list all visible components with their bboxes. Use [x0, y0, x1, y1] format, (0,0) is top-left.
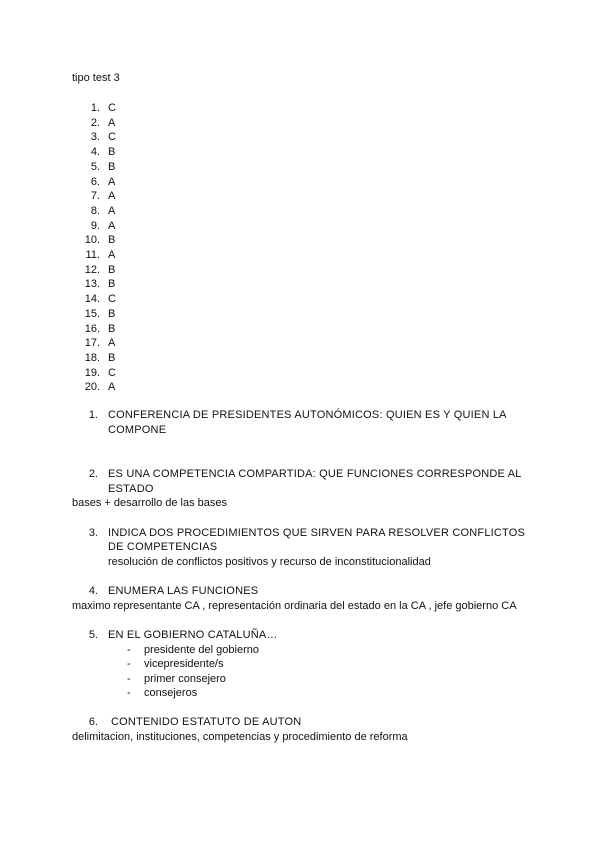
question-number: 5. — [88, 629, 98, 641]
list-item-text: primer consejero — [144, 673, 226, 685]
question-number: 1. — [88, 409, 98, 421]
answer-value: A — [108, 190, 116, 203]
question-text: CONFERENCIA DE PRESIDENTES AUTONÓMICOS: QUIEN ES Y QUIEN LA — [108, 409, 507, 421]
question-text: CONTENIDO ESTATUTO DE AUTON — [111, 716, 302, 728]
answer-number: 13. — [84, 278, 100, 291]
answer-number: 16. — [84, 322, 100, 335]
question-text-continued: ESTADO — [108, 483, 154, 495]
answer-value: A — [108, 175, 116, 188]
question-number: 2. — [88, 468, 98, 480]
question-text-continued: COMPONE — [108, 424, 167, 436]
answer-value: B — [108, 307, 116, 320]
answer-number: 4. — [90, 146, 100, 159]
question-text-continued: DE COMPETENCIAS — [108, 541, 218, 553]
question-number: 3. — [88, 527, 98, 539]
answer-value: C — [108, 131, 116, 144]
answer-number: 15. — [84, 307, 100, 320]
answer-value: C — [108, 293, 116, 306]
answer-number: 8. — [90, 204, 100, 217]
bullet-dash: - — [127, 658, 131, 670]
answer-number: 1. — [90, 102, 100, 114]
answer-value: A — [108, 249, 116, 261]
answer-value: B — [108, 146, 116, 159]
bullet-dash: - — [127, 673, 131, 685]
answer-value: A — [108, 204, 116, 217]
answer-value: A — [108, 381, 116, 394]
answer-value: C — [108, 102, 116, 114]
question-text: EN EL GOBIERNO CATALUÑA… — [108, 629, 278, 641]
answer-value: A — [108, 219, 116, 232]
answer-value: A — [108, 116, 116, 129]
answer-number: 9. — [90, 219, 100, 232]
question-text: INDICA DOS PROCEDIMIENTOS QUE SIRVEN PARA RESOLVER CONFLICTOS — [108, 527, 526, 539]
answer-number: 2. — [90, 116, 100, 129]
question-text: ENUMERA LAS FUNCIONES — [108, 585, 259, 597]
list-item-text: consejeros — [144, 687, 198, 699]
list-item-text: vicepresidente/s — [144, 658, 224, 670]
question-text: ES UNA COMPETENCIA COMPARTIDA: QUE FUNCIONES CORRESPONDE AL — [108, 468, 522, 480]
answer-number: 18. — [84, 351, 100, 364]
question-answer: bases + desarrollo de las bases — [72, 497, 228, 509]
question-answer: maximo representante CA , representación ordinaria del estado en la CA , jefe gobierno CA — [72, 600, 517, 612]
question-answer: delimitacion, instituciones, competencias y procedimiento de reforma — [72, 731, 408, 743]
answer-number: 12. — [84, 263, 100, 276]
answer-value: B — [108, 322, 116, 335]
answer-number: 17. — [84, 337, 100, 350]
answer-value: B — [108, 263, 116, 276]
answer-number: 14. — [84, 293, 100, 306]
question-number: 4. — [88, 585, 98, 597]
list-item-text: presidente del gobierno — [144, 644, 259, 656]
answer-value: B — [108, 234, 116, 247]
answer-number: 6. — [90, 175, 100, 188]
answer-value: B — [108, 160, 116, 173]
answer-value: B — [108, 278, 116, 291]
answer-number: 11. — [85, 249, 100, 261]
answer-value: A — [108, 337, 116, 350]
question-number: 6. — [88, 716, 98, 728]
answer-number: 5. — [90, 160, 100, 173]
answer-number: 20. — [84, 381, 100, 394]
bullet-dash: - — [127, 687, 131, 699]
page-title: tipo test 3 — [72, 72, 120, 84]
question-answer: resolución de conflictos positivos y recurso de inconstitucionalidad — [108, 556, 431, 568]
bullet-dash: - — [127, 644, 131, 656]
answer-number: 10. — [84, 234, 100, 247]
answer-number: 3. — [90, 131, 100, 144]
answer-number: 19. — [84, 366, 100, 379]
answer-value: C — [108, 366, 116, 379]
answer-value: B — [108, 351, 116, 364]
answer-number: 7. — [90, 190, 100, 203]
